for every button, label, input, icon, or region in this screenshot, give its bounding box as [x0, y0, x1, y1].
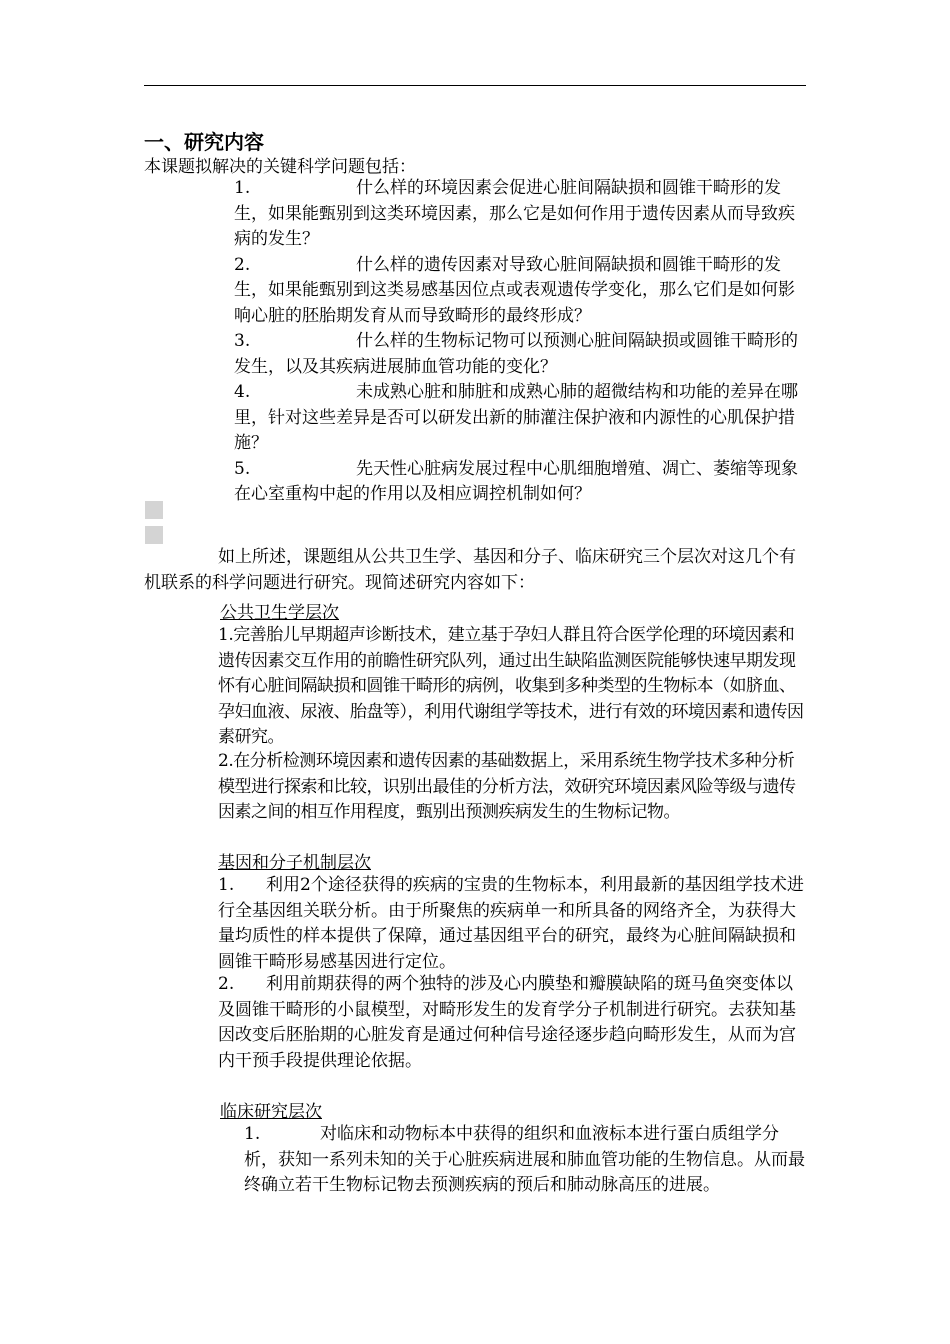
molecular-title: 基因和分子机制层次 — [218, 853, 371, 873]
section-heading: 一、研究内容 — [144, 130, 264, 154]
item-number: 1. — [218, 875, 235, 895]
question-number: 4. — [234, 382, 251, 402]
question-item — [234, 329, 808, 380]
placeholder-box — [145, 526, 163, 544]
question-item — [234, 253, 808, 330]
placeholder-box — [145, 501, 163, 519]
clinical-title: 临床研究层次 — [220, 1102, 322, 1122]
summary-paragraph: 如上所述，课题组从公共卫生学、基因和分子、临床研究三个层次对这几个有机联系的科学问题进行研究。现简述研究内容如下： — [144, 547, 796, 593]
item-text: 对临床和动物标本中获得的组织和血液标本进行蛋白质组学分析，获知一系列未知的关于心脏疾病进展和肺血管功能的生物信息。从而最终确立若干生物标记物去预测疾病的预后和肺动脉高压的进展。 — [244, 1124, 805, 1195]
molecular-item-1 — [218, 873, 808, 975]
header-rule — [144, 85, 806, 86]
item-text: 利用2个途径获得的疾病的宝贵的生物标本，利用最新的基因组学技术进行全基因组关联分析。由于所聚焦的疾病单一和所具备的网络齐全，为获得大量均质性的样本提供了保障，通过基因组平台的研究，最终为心脏间隔缺损和圆锥干畸形易感基因进行定位。 — [218, 875, 804, 972]
question-number: 5. — [234, 458, 251, 479]
question-item — [234, 380, 808, 457]
item-number: 2. — [218, 974, 235, 994]
question-number: 2. — [234, 254, 251, 275]
question-text: 未成熟心脏和肺脏和成熟心肺的超微结构和功能的差异在哪里，针对这些差异是否可以研发出新的肺灌注保护液和内源性的心肌保护措施？ — [234, 382, 798, 453]
question-number: 1. — [234, 178, 251, 198]
question-item — [234, 457, 808, 508]
question-text: 什么样的环境因素会促进心脏间隔缺损和圆锥干畸形的发生，如果能甄别到这类环境因素，那么它是如何作用于遗传因素从而导致疾病的发生？ — [234, 178, 795, 249]
public-health-title: 公共卫生学层次 — [220, 603, 339, 623]
public-health-item-1: 1.完善胎儿早期超声诊断技术，建立基于孕妇人群且符合医学伦理的环境因素和遗传因素交互作用的前瞻性研究队列，通过出生缺陷监测医院能够快速早期发现怀有心脏间隔缺损和圆锥干畸形的病例，收集到多种类型的生物标本（如脐血、孕妇血液、尿液、胎盘等），利用代谢组学等技术，进行有效的环境因素和遗传因素研究。 — [218, 625, 804, 747]
question-text: 先天性心脏病发展过程中心肌细胞增殖、凋亡、萎缩等现象在心室重构中起的作用以及相应调控机制如何？ — [234, 458, 798, 504]
question-list — [234, 176, 808, 508]
public-health-item-2: 2.在分析检测环境因素和遗传因素的基础数据上，采用系统生物学技术多种分析模型进行探索和比较，识别出最佳的分析方法，效研究环境因素风险等级与遗传因素之间的相互作用程度，甄别出预测疾病发生的生物标记物。 — [218, 751, 796, 822]
question-text: 什么样的生物标记物可以预测心脏间隔缺损或圆锥干畸形的发生，以及其疾病进展肺血管功能的变化？ — [234, 331, 798, 377]
question-number: 3. — [234, 331, 251, 351]
intro-text: 本课题拟解决的关键科学问题包括： — [144, 157, 416, 177]
molecular-item-2 — [218, 972, 808, 1074]
clinical-item-1 — [244, 1122, 806, 1199]
item-text: 利用前期获得的两个独特的涉及心内膜垫和瓣膜缺陷的斑马鱼突变体以及圆锥干畸形的小鼠模型，对畸形发生的发育学分子机制进行研究。去获知基因改变后胚胎期的心脏发育是通过何种信号途径逐步趋向畸形发生，从而为宫内干预手段提供理论依据。 — [218, 974, 796, 1071]
question-item — [234, 176, 808, 253]
item-number: 1. — [244, 1124, 261, 1144]
question-text: 什么样的遗传因素对导致心脏间隔缺损和圆锥干畸形的发生，如果能甄别到这类易感基因位点或表观遗传学变化，那么它们是如何影响心脏的胚胎期发育从而导致畸形的最终形成？ — [234, 254, 795, 326]
